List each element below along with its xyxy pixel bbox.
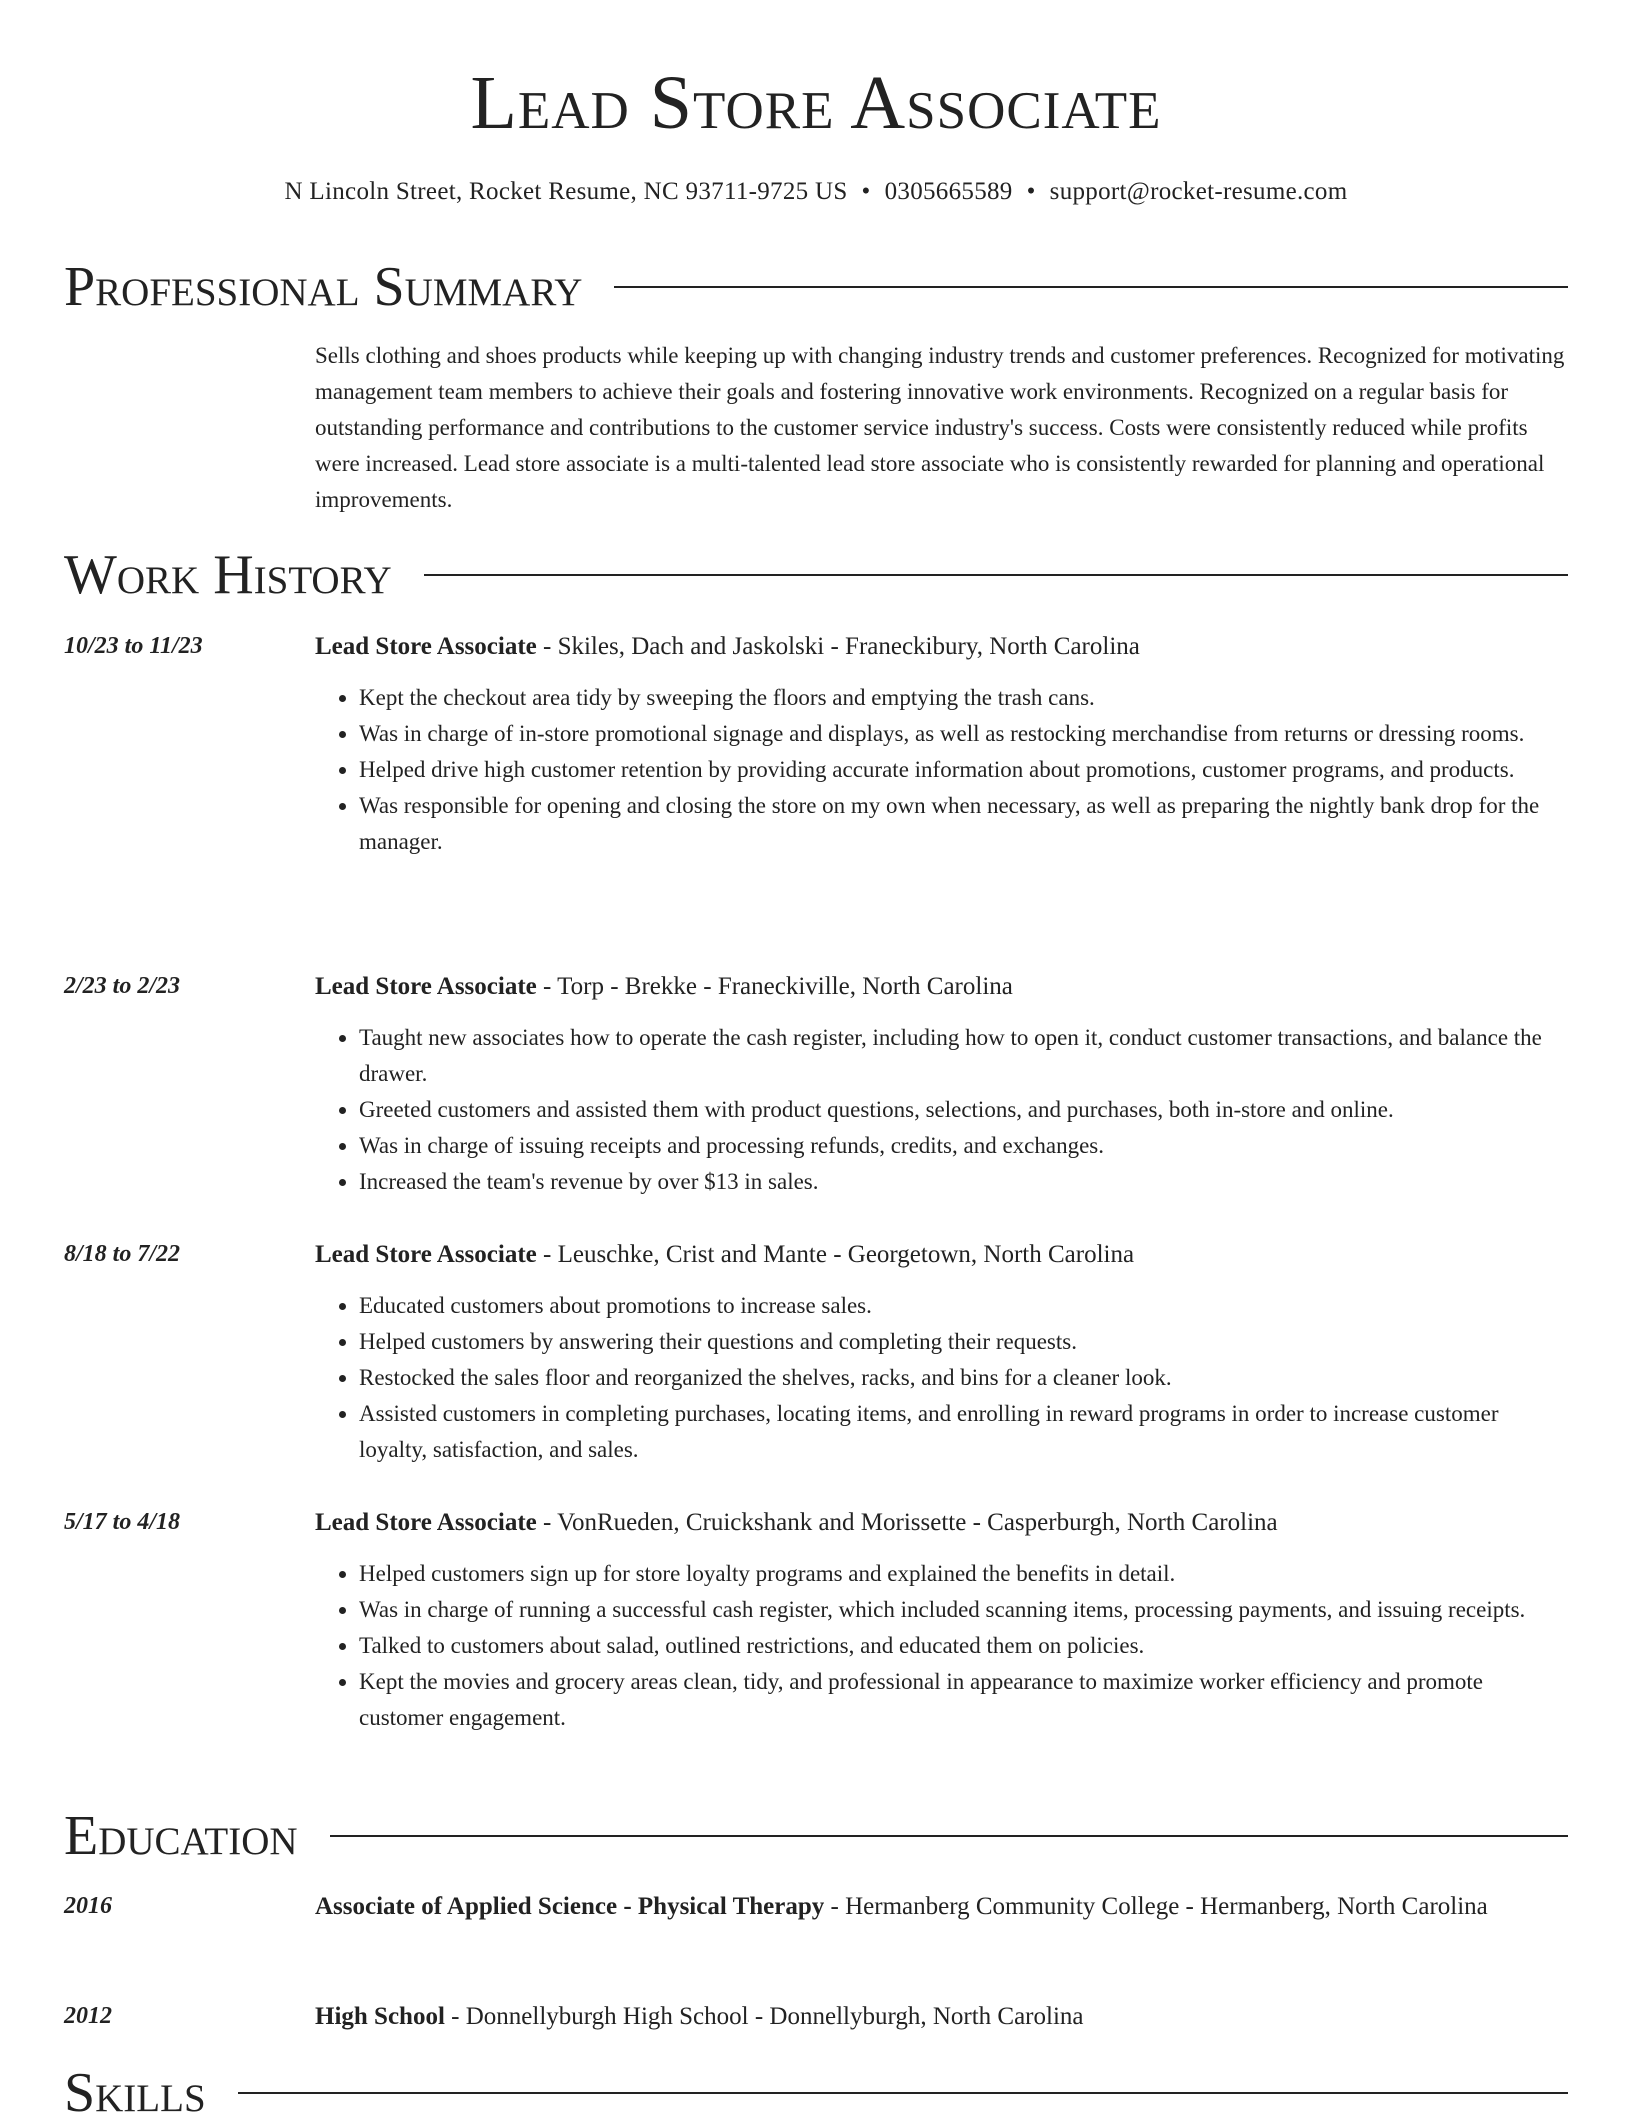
job-bullet: • Was in charge of issuing receipts and processing refunds, credits, and exchanges. bbox=[359, 1128, 1568, 1164]
job-bullets bbox=[315, 680, 1568, 860]
job-bullet: • Increased the team's revenue by over $13 in sales. bbox=[359, 1164, 1568, 1200]
skills-section-header bbox=[64, 2058, 1568, 2128]
summary-section-title: Professional Summary bbox=[64, 256, 583, 318]
job-title bbox=[315, 628, 1568, 666]
job-role: Lead Store Associate bbox=[315, 973, 537, 1000]
job-body bbox=[315, 968, 1568, 1200]
job-body bbox=[315, 1236, 1568, 1468]
resume-name: Lead Store Associate bbox=[470, 61, 1162, 145]
education-degree: Associate of Applied Science - Physical Therapy bbox=[315, 1893, 825, 1920]
work-section-title: Work History bbox=[64, 544, 392, 606]
contact-address: N Lincoln Street, Rocket Resume, NC 93711-9725 US bbox=[284, 178, 848, 205]
job-bullet: • Kept the checkout area tidy by sweeping the floors and emptying the trash cans. bbox=[359, 680, 1568, 716]
job-body bbox=[315, 628, 1568, 860]
job-bullet: • Kept the movies and grocery areas clean, tidy, and professional in appearance to maximize worker efficiency and promote customer engagement. bbox=[359, 1664, 1568, 1736]
job-bullet: • Talked to customers about salad, outlined restrictions, and educated them on policies. bbox=[359, 1628, 1568, 1664]
contact-separator: • bbox=[1026, 178, 1036, 205]
education-degree: High School bbox=[315, 2003, 445, 2030]
job-dates: 5/17 to 4/18 bbox=[64, 1509, 181, 1535]
education-body bbox=[315, 1998, 1568, 2036]
job-title bbox=[315, 1504, 1568, 1542]
job-title bbox=[315, 968, 1568, 1006]
job-bullet: • Taught new associates how to operate the cash register, including how to open it, conduct customer transactions, and balance the drawer. bbox=[359, 1020, 1568, 1092]
section-divider bbox=[424, 574, 1568, 576]
job-bullets bbox=[315, 1288, 1568, 1468]
job-bullets bbox=[315, 1020, 1568, 1200]
section-divider bbox=[238, 2092, 1568, 2094]
job-bullet: • Was responsible for opening and closing the store on my own when necessary, as well as preparing the nightly bank drop for the manager. bbox=[359, 788, 1568, 860]
education-year: 2016 bbox=[64, 1893, 112, 1919]
education-details: - Hermanberg Community College - Hermanberg, North Carolina bbox=[824, 1893, 1488, 1920]
education-body bbox=[315, 1888, 1568, 1926]
job-role: Lead Store Associate bbox=[315, 633, 537, 660]
education-year: 2012 bbox=[64, 2003, 112, 2029]
job-bullets bbox=[315, 1556, 1568, 1736]
work-section-header bbox=[64, 540, 1568, 610]
job-bullet: • Helped customers by answering their questions and completing their requests. bbox=[359, 1324, 1568, 1360]
section-divider bbox=[330, 1835, 1568, 1837]
education-section-title: Education bbox=[64, 1805, 298, 1867]
education-details: - Donnellyburgh High School - Donnellyburgh, North Carolina bbox=[444, 2003, 1084, 2030]
skills-section-title: Skills bbox=[64, 2062, 206, 2124]
job-dates: 10/23 to 11/23 bbox=[64, 633, 203, 659]
job-details: - VonRueden, Cruickshank and Morissette - Casperburgh, North Carolina bbox=[536, 1509, 1278, 1536]
job-title bbox=[315, 1236, 1568, 1274]
job-bullet: • Was in charge of running a successful cash register, which included scanning items, processing payments, and issuing receipts. bbox=[359, 1592, 1568, 1628]
contact-email: support@rocket-resume.com bbox=[1049, 178, 1348, 205]
job-bullet: • Restocked the sales floor and reorganized the shelves, racks, and bins for a cleaner look. bbox=[359, 1360, 1568, 1396]
job-bullet: • Helped customers sign up for store loyalty programs and explained the benefits in detail. bbox=[359, 1556, 1568, 1592]
summary-text: Sells clothing and shoes products while keeping up with changing industry trends and customer preferences. Recognized for motivating management team members to achieve their goals and fostering innovative work environments. Recognized on a regular basis for outstanding performance and contributions to the customer service industry's success. Costs were consistently reduced while profits were increased. Lead store associate is a multi-talented lead store associate who is consistently rewarded for planning and operational improvements. bbox=[315, 343, 1565, 512]
job-bullet: • Greeted customers and assisted them with product questions, selections, and purchases, both in-store and online. bbox=[359, 1092, 1568, 1128]
job-dates: 8/18 to 7/22 bbox=[64, 1241, 181, 1267]
job-body bbox=[315, 1504, 1568, 1736]
contact-line bbox=[64, 175, 1568, 209]
section-divider bbox=[614, 286, 1568, 288]
education-title bbox=[315, 1998, 1568, 2036]
job-dates: 2/23 to 2/23 bbox=[64, 973, 181, 999]
job-bullet: • Educated customers about promotions to increase sales. bbox=[359, 1288, 1568, 1324]
summary-section-header bbox=[64, 252, 1568, 322]
job-role: Lead Store Associate bbox=[315, 1241, 537, 1268]
job-bullet: • Assisted customers in completing purchases, locating items, and enrolling in reward programs in order to increase customer loyalty, satisfaction, and sales. bbox=[359, 1396, 1568, 1468]
job-bullet: • Helped drive high customer retention by providing accurate information about promotions, customer programs, and products. bbox=[359, 752, 1568, 788]
job-details: - Torp - Brekke - Franeckiville, North Carolina bbox=[536, 973, 1013, 1000]
job-details: - Leuschke, Crist and Mante - Georgetown, North Carolina bbox=[536, 1241, 1135, 1268]
contact-separator: • bbox=[861, 178, 871, 205]
job-role: Lead Store Associate bbox=[315, 1509, 537, 1536]
contact-phone: 0305665589 bbox=[884, 178, 1013, 205]
education-section-header bbox=[64, 1801, 1568, 1871]
job-bullet: • Was in charge of in-store promotional signage and displays, as well as restocking merchandise from returns or dressing rooms. bbox=[359, 716, 1568, 752]
job-details: - Skiles, Dach and Jaskolski - Franeckibury, North Carolina bbox=[536, 633, 1140, 660]
education-title bbox=[315, 1888, 1568, 1926]
